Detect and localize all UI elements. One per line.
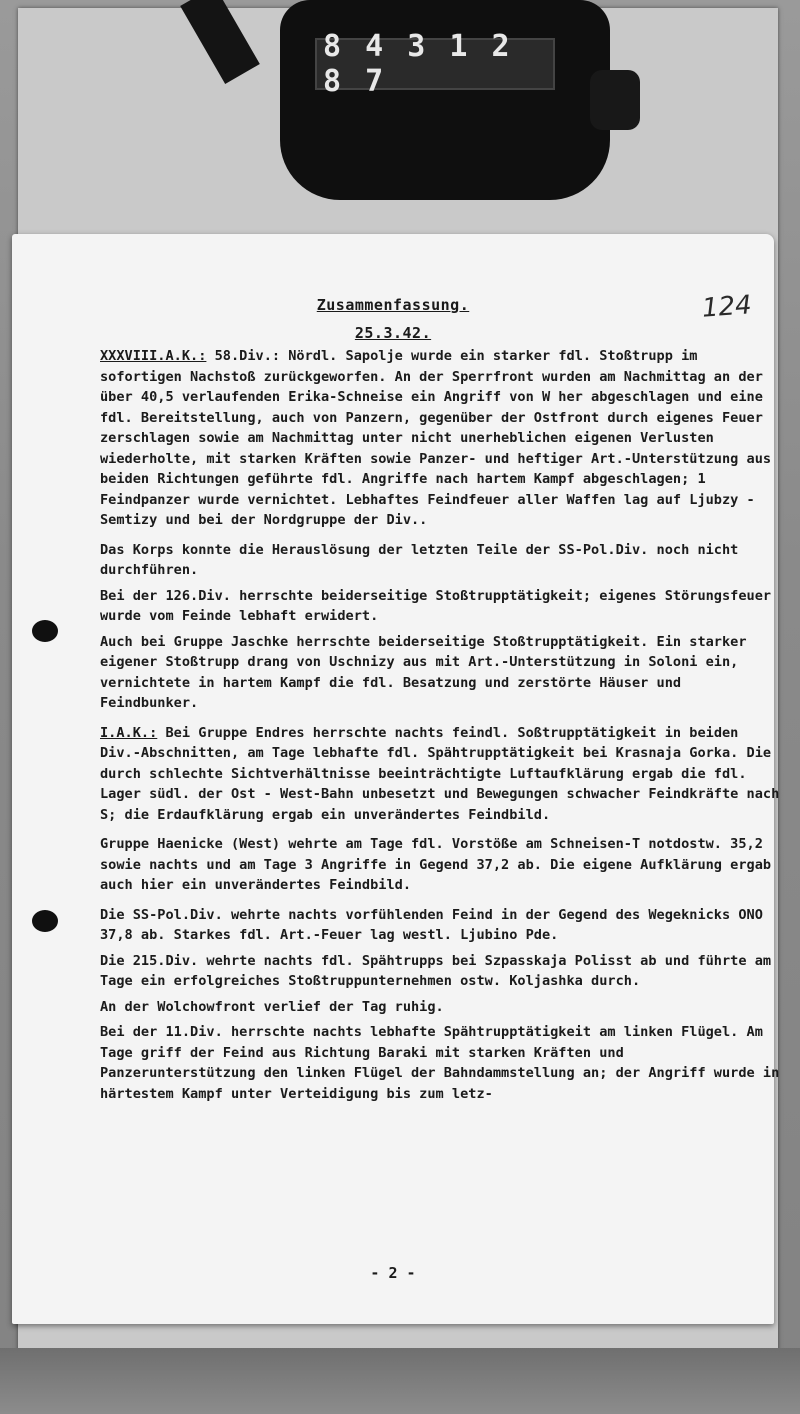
paragraph <box>100 723 780 826</box>
paragraph-text: Bei der 11.Div. herrschte nachts lebhafte Spähtrupptätigkeit am linken Flügel. Am Tage griff der Feind aus Richtung Baraki mit starken Kräften und Panzerunterstützung den linken Flügel der Bahndammstellung an; der Angriff wurde in härtestem Kampf unter Verteidigung bis zum letz- <box>100 1024 780 1102</box>
stamp-body <box>280 0 610 200</box>
paragraph-text: 58.Div.: Nördl. Sapolje wurde ein starker fdl. Stoßtrupp im sofortigen Nachstoß zurückgeworfen. An der Sperrfront wurden am Nachmittag an der über 40,5 verlaufenden Erika-Schneise ein Angriff von W her abgeschlagen und eine fdl. Bereitstellung, auch von Panzern, gegenüber der Ostfront durch eigenes Feuer zerschlagen sowie am Nachmittag unter nicht unerheblichen eigenen Verlusten wiederholte, mit starken Kräften sowie Panzer- und heftiger Art.-Unterstützung aus beiden Richtungen geführte fdl. Angriffe nach hartem Kampf abgeschlagen; 1 Feindpanzer wurde vernichtet. Lebhaftes Feindfeuer aller Waffen lag auf Ljubzy - Semtizy und bei der Nordgruppe der Div.. <box>100 348 772 528</box>
numbering-stamp <box>250 0 640 210</box>
paragraph <box>100 346 780 531</box>
page-number: - 2 - <box>370 1264 416 1282</box>
paragraph <box>100 632 780 714</box>
paragraph <box>100 834 780 896</box>
paragraph <box>100 905 780 946</box>
document-page <box>12 234 780 1324</box>
punch-hole <box>32 910 58 932</box>
stamp-counter: 8 4 3 1 2 8 7 <box>315 38 555 90</box>
report-body <box>100 346 780 1113</box>
paragraph <box>100 997 780 1018</box>
punch-hole <box>32 620 58 642</box>
paragraph-text: Das Korps konnte die Herauslösung der letzten Teile der SS-Pol.Div. noch nicht durchführen. <box>100 541 739 578</box>
corps-label: I.A.K.: <box>100 724 158 741</box>
document-title: Zusammenfassung. <box>316 296 470 314</box>
document-date: 25.3.42. <box>354 324 432 342</box>
paragraph <box>100 586 780 627</box>
paragraph-text: Die 215.Div. wehrte nachts fdl. Spähtrupps bei Szpasskaja Polisst ab und führte am Tage ein erfolgreiches Stoßtruppunternehmen ostw. Koljashka durch. <box>100 952 772 989</box>
corps-label: XXXVIII.A.K.: <box>100 348 207 364</box>
scan-bottom-edge <box>0 1348 800 1414</box>
paragraph-text: Auch bei Gruppe Jaschke herrschte beiderseitige Stoßtrupptätigkeit. Ein starker eigener Stoßtrupp drang von Uschnizy aus mit Art.-Unterstützung in Soloni ein, vernichtete in hartem Kampf die fdl. Besatzung und zerstörte Häuser und Feindbunker. <box>100 633 747 711</box>
stamp-knob <box>590 70 640 130</box>
handwritten-folio-number: 124 <box>701 290 753 324</box>
paragraph-text: Gruppe Haenicke (West) wehrte am Tage fdl. Vorstöße am Schneisen-T notdostw. 35,2 sowie nachts und am Tage 3 Angriffe in Gegend 37,2 ab. Die eigene Aufklärung ergab auch hier ein unverändertes Feindbild. <box>100 836 772 893</box>
paragraph <box>100 540 780 581</box>
paragraph-text: An der Wolchowfront verlief der Tag ruhig. <box>100 998 444 1015</box>
paragraph <box>100 1022 780 1104</box>
paragraph <box>100 951 780 992</box>
paragraph-text: Bei der 126.Div. herrschte beiderseitige Stoßtrupptätigkeit; eigenes Störungsfeuer wurde vom Feinde lebhaft erwidert. <box>100 587 772 624</box>
paragraph-text: Bei Gruppe Endres herrschte nachts feindl. Soßtrupptätigkeit in beiden Div.-Abschnitten, am Tage lebhafte fdl. Spähtrupptätigkeit bei Krasnaja Gorka. Die durch schlechte Sichtverhältnisse beeinträchtigte Luftaufklärung ergab die fdl. Lager südl. der Ost - West-Bahn unbesetzt und Bewegungen schwacher Feindkräfte nach S; die Erdaufklärung ergab ein unverändertes Feindbild. <box>100 724 780 823</box>
paragraph-text: Die SS-Pol.Div. wehrte nachts vorfühlenden Feind in der Gegend des Wegeknicks ONO 37,8 ab. Starkes fdl. Art.-Feuer lag westl. Ljubino Pde. <box>100 906 763 943</box>
